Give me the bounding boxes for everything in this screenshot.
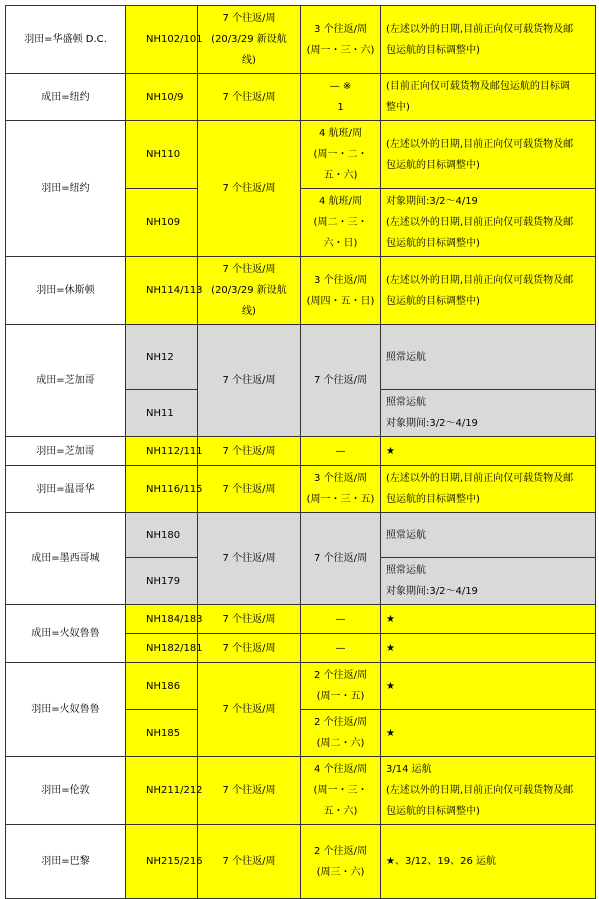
operating-frequency-line: (周二・六) [316,738,365,749]
remarks-line: 包运航的目标调整中) [386,159,480,171]
remarks-line: ★ [386,613,395,625]
operating-frequency [301,513,381,605]
remarks [381,757,596,825]
remarks [381,710,596,757]
operating-frequency-line: 7 个往返/周 [314,553,367,564]
planned-frequency [198,466,301,513]
operating-frequency [301,710,381,757]
remarks-line: ★、3/12、19、26 运航 [386,856,497,867]
operating-frequency-line: 2 个往返/周 [314,717,367,728]
operating-frequency [301,6,381,74]
planned-frequency [198,634,301,663]
operating-frequency-line: (周三・六) [316,866,365,878]
route-cell: 成田=墨西哥城 [6,513,126,605]
remarks-line: 包运航的目标调整中) [386,238,480,249]
remarks [381,121,596,189]
planned-frequency-line: 7 个往返/周 [222,613,276,625]
flight-number: NH180 [126,513,198,558]
planned-frequency [198,513,301,605]
route-cell: 羽田=伦敦 [6,757,126,825]
table-row [6,466,596,513]
flight-number: NH116/115 [126,466,198,513]
operating-frequency-line: 2 个往返/周 [314,845,367,857]
table-row [6,121,596,189]
operating-frequency [301,257,381,325]
table-row [6,437,596,466]
operating-frequency-line: 4 航班/周 [319,196,362,207]
remarks-line: 包运航的目标调整中) [386,44,480,56]
route-cell: 成田=火奴鲁鲁 [6,605,126,663]
remarks-line: 照常运航 [386,351,426,363]
planned-frequency-line: 7 个往返/周 [222,785,276,796]
flight-schedule-table [5,5,596,899]
operating-frequency-line: — [335,642,346,654]
route-cell: 羽田=芝加哥 [6,437,126,466]
operating-frequency [301,466,381,513]
flight-number: NH186 [126,663,198,710]
table-row [6,663,596,710]
planned-frequency [198,663,301,757]
operating-frequency-line: — [335,613,346,625]
remarks-line: 对象期间:3/2～4/19 [386,586,478,597]
flight-number: NH184/183 [126,605,198,634]
operating-frequency [301,437,381,466]
operating-frequency-line: 4 个往返/周 [314,764,367,775]
planned-frequency-line: (20/3/29 新设航 [211,34,287,45]
operating-frequency-line: 2 个往返/周 [314,670,367,681]
remarks-line: 整中) [386,102,410,113]
flight-number: NH114/113 [126,257,198,325]
flight-number: NH112/111 [126,437,198,466]
operating-frequency [301,663,381,710]
operating-frequency-line: 3 个往返/周 [314,274,367,286]
operating-frequency-line: (周一・三・六) [306,44,375,56]
remarks [381,634,596,663]
operating-frequency-line: 3 个往返/周 [314,23,367,35]
planned-frequency [198,605,301,634]
operating-frequency-line: — ※ [329,81,352,92]
remarks-line: (左述以外的日期,目前正向仅可载货物及邮 [386,138,574,150]
table-row [6,757,596,825]
planned-frequency-line: 7 个往返/周 [222,856,276,867]
route-cell: 羽田=纽约 [6,121,126,257]
route-cell: 成田=芝加哥 [6,325,126,437]
planned-frequency-line: 7 个往返/周 [222,183,276,194]
operating-frequency [301,605,381,634]
operating-frequency-line: 六・日) [323,238,358,249]
flight-number: NH182/181 [126,634,198,663]
operating-frequency-line: (周一・五) [316,691,365,702]
flight-number: NH185 [126,710,198,757]
route-cell: 羽田=火奴鲁鲁 [6,663,126,757]
planned-frequency [198,825,301,899]
flight-number: NH102/101 [126,6,198,74]
remarks-line: (左述以外的日期,目前正向仅可载货物及邮 [386,23,574,35]
remarks-line: ★ [386,727,395,739]
remarks [381,6,596,74]
planned-frequency-line: 线) [242,306,256,317]
planned-frequency [198,325,301,437]
remarks [381,325,596,390]
remarks [381,257,596,325]
remarks [381,558,596,605]
operating-frequency-line: — [335,445,346,457]
planned-frequency [198,6,301,74]
table-row [6,605,596,634]
remarks-line: 3/14 运航 [386,764,432,775]
operating-frequency-line: 1 [337,102,344,113]
operating-frequency [301,325,381,437]
operating-frequency-line: 7 个往返/周 [314,375,367,386]
operating-frequency-line: 五・六) [323,170,358,181]
operating-frequency [301,634,381,663]
remarks [381,663,596,710]
route-cell: 羽田=温哥华 [6,466,126,513]
remarks-line: (左述以外的日期,目前正向仅可载货物及邮 [386,274,574,286]
remarks-line: ★ [386,680,395,692]
flight-number: NH109 [126,189,198,257]
table-row [6,257,596,325]
operating-frequency [301,121,381,189]
remarks [381,437,596,466]
operating-frequency-line: 五・六) [323,806,358,817]
route-cell: 羽田=华盛顿 D.C. [6,6,126,74]
remarks [381,189,596,257]
flight-number: NH211/212 [126,757,198,825]
planned-frequency [198,257,301,325]
operating-frequency-line: (周二・三・ [313,217,368,228]
table-row [6,6,596,74]
flight-number: NH10/9 [126,74,198,121]
operating-frequency [301,825,381,899]
planned-frequency-line: 线) [242,55,256,66]
planned-frequency-line: 7 个往返/周 [222,13,276,24]
operating-frequency-line: (周四・五・日) [306,295,375,307]
planned-frequency [198,757,301,825]
remarks-line: ★ [386,642,395,654]
remarks-line: 照常运航 [386,397,426,408]
planned-frequency [198,121,301,257]
remarks-line: 对象期间:3/2～4/19 [386,418,478,429]
planned-frequency-line: 7 个往返/周 [222,91,276,103]
remarks-line: 包运航的目标调整中) [386,295,480,307]
planned-frequency-line: 7 个往返/周 [222,375,276,386]
remarks-line: 包运航的目标调整中) [386,494,480,505]
planned-frequency [198,437,301,466]
operating-frequency-line: (周一・二・ [313,149,368,160]
remarks-line: (左述以外的日期,目前正向仅可载货物及邮 [386,785,574,796]
remarks-line: 包运航的目标调整中) [386,806,480,817]
remarks [381,74,596,121]
remarks [381,390,596,437]
operating-frequency-line: (周一・三・五) [306,494,375,505]
table-row [6,513,596,558]
planned-frequency-line: 7 个往返/周 [222,704,276,715]
operating-frequency [301,74,381,121]
remarks [381,466,596,513]
route-cell: 羽田=休斯顿 [6,257,126,325]
flight-number: NH11 [126,390,198,437]
planned-frequency [198,74,301,121]
remarks-line: 对象期间:3/2～4/19 [386,196,478,207]
operating-frequency [301,757,381,825]
planned-frequency-line: 7 个往返/周 [222,445,276,457]
planned-frequency-line: 7 个往返/周 [222,264,276,275]
remarks [381,513,596,558]
table-row [6,825,596,899]
remarks [381,825,596,899]
flight-number: NH215/216 [126,825,198,899]
remarks-line: (目前正向仅可载货物及邮包运航的目标调 [386,81,570,92]
planned-frequency-line: 7 个往返/周 [222,483,276,495]
flight-number: NH12 [126,325,198,390]
remarks-line: (左述以外的日期,目前正向仅可载货物及邮 [386,217,574,228]
planned-frequency-line: (20/3/29 新设航 [211,285,287,296]
table-row [6,325,596,390]
remarks-line: 照常运航 [386,565,426,576]
remarks-line: ★ [386,445,395,457]
planned-frequency-line: 7 个往返/周 [222,642,276,654]
planned-frequency-line: 7 个往返/周 [222,553,276,564]
flight-number: NH179 [126,558,198,605]
remarks-line: 照常运航 [386,529,426,541]
operating-frequency-line: 4 航班/周 [319,128,362,139]
flight-number: NH110 [126,121,198,189]
remarks-line: (左述以外的日期,目前正向仅可载货物及邮 [386,473,574,484]
route-cell: 成田=纽约 [6,74,126,121]
operating-frequency-line: 3 个往返/周 [314,473,367,484]
route-cell: 羽田=巴黎 [6,825,126,899]
remarks [381,605,596,634]
table-row [6,74,596,121]
operating-frequency-line: (周一・三・ [313,785,368,796]
operating-frequency [301,189,381,257]
